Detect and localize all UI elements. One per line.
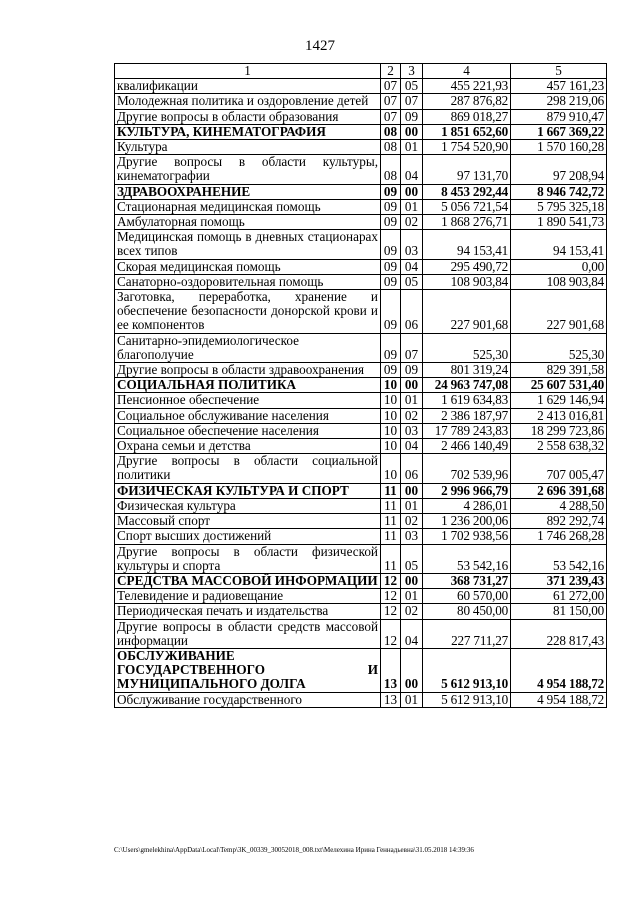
row-value-2-cell: 25 607 531,40 <box>511 378 607 393</box>
row-name-cell: Стационарная медицинская помощь <box>115 199 381 214</box>
row-value-2-cell: 228 817,43 <box>511 619 607 648</box>
row-subsection-code-cell: 01 <box>401 199 423 214</box>
table-row <box>115 529 607 544</box>
row-value-2-cell: 1 570 160,28 <box>511 140 607 155</box>
row-name-cell: Массовый спорт <box>115 514 381 529</box>
page-number: 1427 <box>305 38 335 54</box>
row-name-cell: Молодежная политика и оздоровление детей <box>115 94 381 109</box>
row-value-1-cell: 24 963 747,08 <box>423 378 511 393</box>
header-cell-name: 1 <box>115 64 381 79</box>
row-section-code-cell: 09 <box>381 215 401 230</box>
table-row <box>115 454 607 483</box>
row-section-code-cell: 12 <box>381 604 401 619</box>
row-subsection-code-cell: 07 <box>401 333 423 362</box>
row-value-2-cell: 525,30 <box>511 333 607 362</box>
row-subsection-code-cell: 00 <box>401 648 423 692</box>
row-section-code-cell: 09 <box>381 290 401 334</box>
row-section-code-cell: 09 <box>381 363 401 378</box>
row-name-cell: СРЕДСТВА МАССОВОЙ ИНФОРМАЦИИ <box>115 573 381 588</box>
row-value-2-cell: 371 239,43 <box>511 573 607 588</box>
table-row <box>115 363 607 378</box>
row-value-2-cell: 4 954 188,72 <box>511 648 607 692</box>
table-row <box>115 79 607 94</box>
row-value-2-cell: 53 542,16 <box>511 544 607 573</box>
row-value-2-cell: 1 667 369,22 <box>511 124 607 139</box>
row-name-cell: Телевидение и радиовещание <box>115 589 381 604</box>
row-name-cell: Заготовка, переработка, хранение и обеспечение безопасности донорской крови и ее компонентов <box>115 290 381 334</box>
row-value-1-cell: 53 542,16 <box>423 544 511 573</box>
row-name-cell: СОЦИАЛЬНАЯ ПОЛИТИКА <box>115 378 381 393</box>
row-value-1-cell: 1 754 520,90 <box>423 140 511 155</box>
file-path-footer: C:\Users\gmelekhina\AppData\Local\Temp\3K_00339_30052018_008.txt\Мелехина Ирина Геннадьевна\31.05.2018 14:39:36 <box>114 846 474 854</box>
row-value-1-cell: 801 319,24 <box>423 363 511 378</box>
row-value-2-cell: 94 153,41 <box>511 230 607 259</box>
row-section-code-cell: 12 <box>381 589 401 604</box>
row-section-code-cell: 11 <box>381 514 401 529</box>
row-subsection-code-cell: 06 <box>401 290 423 334</box>
row-subsection-code-cell: 01 <box>401 589 423 604</box>
row-value-2-cell: 1 890 541,73 <box>511 215 607 230</box>
row-subsection-code-cell: 01 <box>401 692 423 707</box>
row-value-2-cell: 879 910,47 <box>511 109 607 124</box>
row-name-cell: ЗДРАВООХРАНЕНИЕ <box>115 184 381 199</box>
table-row <box>115 544 607 573</box>
row-section-code-cell: 09 <box>381 259 401 274</box>
row-subsection-code-cell: 06 <box>401 454 423 483</box>
row-value-1-cell: 1 702 938,56 <box>423 529 511 544</box>
table-row <box>115 94 607 109</box>
table-section-row <box>115 483 607 498</box>
row-section-code-cell: 10 <box>381 454 401 483</box>
row-name-cell: Культура <box>115 140 381 155</box>
row-name-cell: Физическая культура <box>115 498 381 513</box>
table-row <box>115 393 607 408</box>
row-value-1-cell: 1 868 276,71 <box>423 215 511 230</box>
row-subsection-code-cell: 00 <box>401 184 423 199</box>
row-value-1-cell: 5 612 913,10 <box>423 692 511 707</box>
row-section-code-cell: 10 <box>381 408 401 423</box>
header-cell-value-2: 5 <box>511 64 607 79</box>
table-section-row <box>115 378 607 393</box>
row-subsection-code-cell: 02 <box>401 604 423 619</box>
row-subsection-code-cell: 00 <box>401 378 423 393</box>
row-name-cell: Амбулаторная помощь <box>115 215 381 230</box>
row-subsection-code-cell: 02 <box>401 215 423 230</box>
row-value-2-cell: 8 946 742,72 <box>511 184 607 199</box>
row-subsection-code-cell: 03 <box>401 230 423 259</box>
table-row <box>115 274 607 289</box>
row-name-cell: Другие вопросы в области социальной политики <box>115 454 381 483</box>
row-subsection-code-cell: 05 <box>401 79 423 94</box>
row-value-2-cell: 0,00 <box>511 259 607 274</box>
row-value-2-cell: 97 208,94 <box>511 155 607 184</box>
row-value-1-cell: 5 612 913,10 <box>423 648 511 692</box>
row-subsection-code-cell: 05 <box>401 274 423 289</box>
row-name-cell: Санаторно-оздоровительная помощь <box>115 274 381 289</box>
table-section-row <box>115 124 607 139</box>
row-subsection-code-cell: 09 <box>401 109 423 124</box>
table-row <box>115 230 607 259</box>
row-name-cell: Другие вопросы в области физической культуры и спорта <box>115 544 381 573</box>
table-row <box>115 439 607 454</box>
row-subsection-code-cell: 02 <box>401 514 423 529</box>
row-section-code-cell: 09 <box>381 199 401 214</box>
row-value-1-cell: 94 153,41 <box>423 230 511 259</box>
row-subsection-code-cell: 01 <box>401 498 423 513</box>
row-value-2-cell: 829 391,58 <box>511 363 607 378</box>
table-row <box>115 408 607 423</box>
row-section-code-cell: 09 <box>381 230 401 259</box>
row-value-2-cell: 81 150,00 <box>511 604 607 619</box>
row-name-cell: ОБСЛУЖИВАНИЕ ГОСУДАРСТВЕННОГО И МУНИЦИПАЛЬНОГО ДОЛГА <box>115 648 381 692</box>
row-name-cell: ФИЗИЧЕСКАЯ КУЛЬТУРА И СПОРТ <box>115 483 381 498</box>
row-name-cell: Пенсионное обеспечение <box>115 393 381 408</box>
table-row <box>115 109 607 124</box>
table-header-row <box>115 64 607 79</box>
table-row <box>115 259 607 274</box>
row-subsection-code-cell: 00 <box>401 483 423 498</box>
row-value-2-cell: 2 413 016,81 <box>511 408 607 423</box>
table-row <box>115 215 607 230</box>
row-value-2-cell: 1 746 268,28 <box>511 529 607 544</box>
row-name-cell: Охрана семьи и детства <box>115 439 381 454</box>
row-value-1-cell: 368 731,27 <box>423 573 511 588</box>
row-section-code-cell: 09 <box>381 184 401 199</box>
row-value-1-cell: 869 018,27 <box>423 109 511 124</box>
row-subsection-code-cell: 05 <box>401 544 423 573</box>
row-value-1-cell: 1 619 634,83 <box>423 393 511 408</box>
row-section-code-cell: 08 <box>381 124 401 139</box>
row-value-1-cell: 108 903,84 <box>423 274 511 289</box>
row-value-2-cell: 4 288,50 <box>511 498 607 513</box>
row-section-code-cell: 11 <box>381 529 401 544</box>
row-name-cell: Другие вопросы в области средств массовой информации <box>115 619 381 648</box>
row-value-1-cell: 525,30 <box>423 333 511 362</box>
row-section-code-cell: 13 <box>381 648 401 692</box>
row-subsection-code-cell: 03 <box>401 423 423 438</box>
row-name-cell: Спорт высших достижений <box>115 529 381 544</box>
row-value-1-cell: 5 056 721,54 <box>423 199 511 214</box>
table-row <box>115 514 607 529</box>
row-value-2-cell: 61 272,00 <box>511 589 607 604</box>
row-value-2-cell: 2 696 391,68 <box>511 483 607 498</box>
row-value-1-cell: 227 901,68 <box>423 290 511 334</box>
row-subsection-code-cell: 01 <box>401 140 423 155</box>
row-section-code-cell: 11 <box>381 544 401 573</box>
row-value-2-cell: 2 558 638,32 <box>511 439 607 454</box>
row-value-2-cell: 1 629 146,94 <box>511 393 607 408</box>
row-section-code-cell: 07 <box>381 94 401 109</box>
row-value-1-cell: 455 221,93 <box>423 79 511 94</box>
row-section-code-cell: 09 <box>381 274 401 289</box>
row-value-2-cell: 227 901,68 <box>511 290 607 334</box>
row-value-1-cell: 4 286,01 <box>423 498 511 513</box>
row-value-2-cell: 707 005,47 <box>511 454 607 483</box>
row-value-1-cell: 17 789 243,83 <box>423 423 511 438</box>
row-name-cell: Социальное обслуживание населения <box>115 408 381 423</box>
header-cell-section: 2 <box>381 64 401 79</box>
row-name-cell: Социальное обеспечение населения <box>115 423 381 438</box>
row-subsection-code-cell: 02 <box>401 408 423 423</box>
row-value-2-cell: 298 219,06 <box>511 94 607 109</box>
row-subsection-code-cell: 01 <box>401 393 423 408</box>
row-value-2-cell: 457 161,23 <box>511 79 607 94</box>
row-subsection-code-cell: 04 <box>401 259 423 274</box>
row-value-2-cell: 892 292,74 <box>511 514 607 529</box>
row-subsection-code-cell: 03 <box>401 529 423 544</box>
row-value-1-cell: 2 466 140,49 <box>423 439 511 454</box>
row-section-code-cell: 12 <box>381 573 401 588</box>
row-value-1-cell: 287 876,82 <box>423 94 511 109</box>
row-name-cell: Периодическая печать и издательства <box>115 604 381 619</box>
table-row <box>115 619 607 648</box>
header-cell-subsection: 3 <box>401 64 423 79</box>
row-subsection-code-cell: 04 <box>401 439 423 454</box>
header-cell-value-1: 4 <box>423 64 511 79</box>
row-section-code-cell: 10 <box>381 378 401 393</box>
row-subsection-code-cell: 04 <box>401 155 423 184</box>
row-name-cell: Скорая медицинская помощь <box>115 259 381 274</box>
table-row <box>115 498 607 513</box>
row-value-1-cell: 295 490,72 <box>423 259 511 274</box>
table-row <box>115 155 607 184</box>
row-section-code-cell: 08 <box>381 140 401 155</box>
row-value-1-cell: 1 851 652,60 <box>423 124 511 139</box>
table-row <box>115 290 607 334</box>
row-value-1-cell: 8 453 292,44 <box>423 184 511 199</box>
row-value-1-cell: 60 570,00 <box>423 589 511 604</box>
row-value-1-cell: 80 450,00 <box>423 604 511 619</box>
row-section-code-cell: 13 <box>381 692 401 707</box>
row-section-code-cell: 10 <box>381 423 401 438</box>
row-value-1-cell: 1 236 200,06 <box>423 514 511 529</box>
table-row <box>115 423 607 438</box>
budget-table <box>114 63 607 708</box>
row-subsection-code-cell: 07 <box>401 94 423 109</box>
budget-table-body <box>115 64 607 708</box>
row-name-cell: Медицинская помощь в дневных стационарах всех типов <box>115 230 381 259</box>
row-section-code-cell: 09 <box>381 333 401 362</box>
table-row <box>115 333 607 362</box>
table-row <box>115 140 607 155</box>
row-name-cell: Другие вопросы в области культуры, кинематографии <box>115 155 381 184</box>
row-value-1-cell: 97 131,70 <box>423 155 511 184</box>
row-section-code-cell: 10 <box>381 393 401 408</box>
row-subsection-code-cell: 04 <box>401 619 423 648</box>
row-value-2-cell: 5 795 325,18 <box>511 199 607 214</box>
row-section-code-cell: 07 <box>381 109 401 124</box>
table-row <box>115 589 607 604</box>
row-value-1-cell: 702 539,96 <box>423 454 511 483</box>
row-subsection-code-cell: 00 <box>401 124 423 139</box>
row-section-code-cell: 11 <box>381 483 401 498</box>
row-value-1-cell: 2 996 966,79 <box>423 483 511 498</box>
table-row <box>115 199 607 214</box>
row-name-cell: Другие вопросы в области образования <box>115 109 381 124</box>
row-section-code-cell: 07 <box>381 79 401 94</box>
row-section-code-cell: 10 <box>381 439 401 454</box>
row-value-1-cell: 227 711,27 <box>423 619 511 648</box>
table-section-row <box>115 573 607 588</box>
row-name-cell: Другие вопросы в области здравоохранения <box>115 363 381 378</box>
table-section-row <box>115 648 607 692</box>
table-section-row <box>115 184 607 199</box>
row-name-cell: КУЛЬТУРА, КИНЕМАТОГРАФИЯ <box>115 124 381 139</box>
table-row <box>115 604 607 619</box>
row-section-code-cell: 12 <box>381 619 401 648</box>
row-name-cell: Санитарно-эпидемиологическое благополучие <box>115 333 381 362</box>
row-name-cell: Обслуживание государственного <box>115 692 381 707</box>
row-section-code-cell: 08 <box>381 155 401 184</box>
row-value-1-cell: 2 386 187,97 <box>423 408 511 423</box>
row-value-2-cell: 108 903,84 <box>511 274 607 289</box>
table-row <box>115 692 607 707</box>
row-value-2-cell: 18 299 723,86 <box>511 423 607 438</box>
row-subsection-code-cell: 09 <box>401 363 423 378</box>
row-value-2-cell: 4 954 188,72 <box>511 692 607 707</box>
row-name-cell: квалификации <box>115 79 381 94</box>
row-section-code-cell: 11 <box>381 498 401 513</box>
row-subsection-code-cell: 00 <box>401 573 423 588</box>
